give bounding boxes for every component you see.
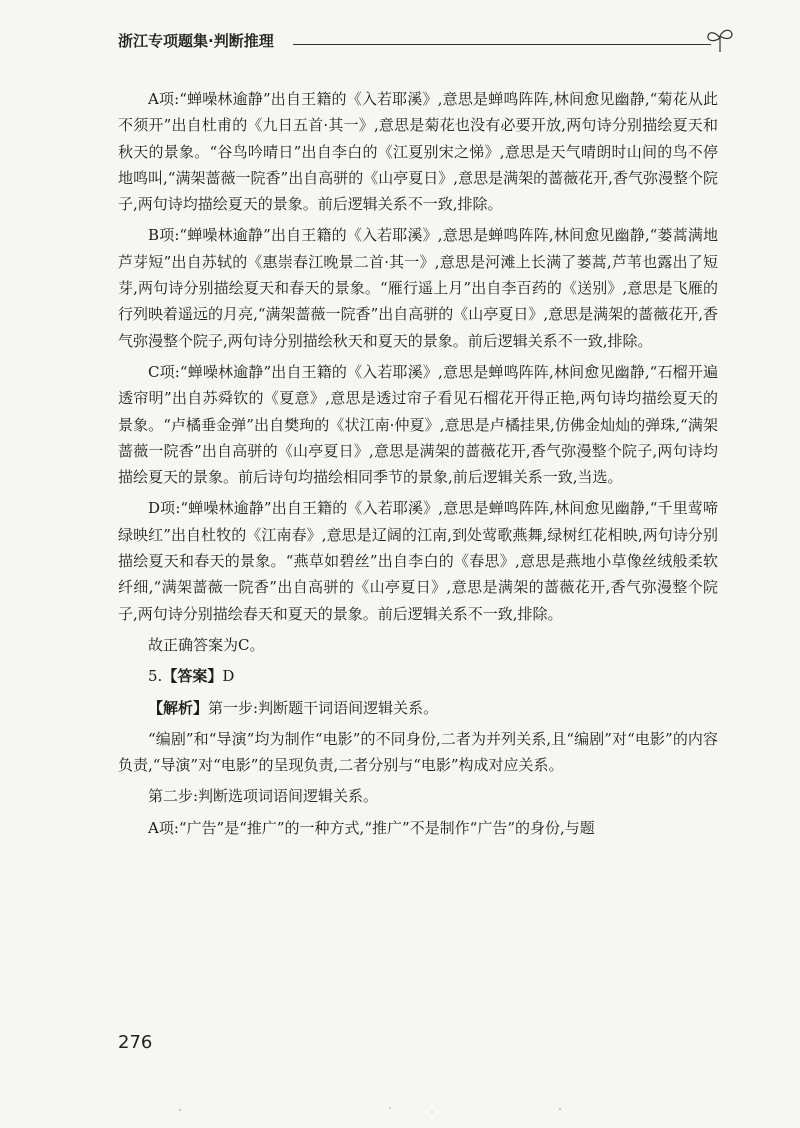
- sprout-icon: [704, 26, 736, 54]
- option-c-analysis: C项:“蝉噪林逾静”出自王籍的《入若耶溪》,意思是蝉鸣阵阵,林间愈见幽静,“石榴开遍透帘明”出自苏舜钦的《夏意》,意思是透过帘子看见石榴花开得正艳,两句诗均描绘夏天的景象。“卢橘垂金弹”出自樊珣的《状江南·仲夏》,意思是卢橘挂果,仿佛金灿灿的弹珠,“满架蔷薇一院香”出自高骈的《山亭夏日》,意思是满架的蔷薇花开,香气弥漫整个院子,两句诗均描绘夏天的景象。前后诗句均描绘相同季节的景象,前后逻辑关系一致,当选。: [118, 362, 718, 487]
- analysis-step-1: [118, 695, 718, 721]
- page-body: [118, 86, 718, 846]
- scan-artifacts: [0, 1100, 800, 1120]
- analysis-tag: 【解析】: [148, 698, 209, 717]
- option-b-analysis: B项:“蝉噪林逾静”出自王籍的《入若耶溪》,意思是蝉鸣阵阵,林间愈见幽静,“蒌蒿满地芦芽短”出自苏轼的《惠崇春江晚景二首·其一》,意思是河滩上长满了蒌蒿,芦苇也露出了短芽,两句诗分别描绘夏天和春天的景象。“雁行遥上月”出自李百药的《送别》,意思是飞雁的行列映着遥远的月亮,“满架蔷薇一院香”出自高骈的《山亭夏日》,意思是满架的蔷薇花开,香气弥漫整个院子,两句诗分别描绘秋天和夏天的景象。前后逻辑关系不一致,排除。: [118, 226, 718, 350]
- option-a-analysis: A项:“蝉噪林逾静”出自王籍的《入若耶溪》,意思是蝉鸣阵阵,林间愈见幽静,“菊花从此不须开”出自杜甫的《九日五首·其一》,意思是菊花也没有必要开放,两句诗分别描绘夏天和秋天的景象。“谷鸟吟晴日”出自李白的《江夏别宋之悌》,意思是天气晴朗时山间的鸟不停地鸣叫,“满架蔷薇一院香”出自高骈的《山亭夏日》,意思是满架的蔷薇花开,香气弥漫整个院子,两句诗均描绘夏天的景象。前后逻辑关系不一致,排除。: [118, 90, 718, 214]
- answer-value: D: [222, 667, 235, 686]
- stem-relation-analysis: “编剧”和“导演”均为制作“电影”的不同身份,二者为并列关系,且“编剧”对“电影”的内容负责,“导演”对“电影”的呈现负责,二者分别与“电影”构成对应关系。: [118, 729, 718, 775]
- answer-line: [118, 663, 718, 689]
- header-rule: [293, 44, 711, 45]
- answer-tag: 【答案】: [162, 667, 223, 686]
- analysis-step-2: 第二步:判断选项词语间逻辑关系。: [148, 787, 379, 806]
- question-number: 5.: [148, 667, 163, 686]
- conclusion: 故正确答案为C。: [148, 635, 265, 654]
- option-a-analysis-q5: A项:“广告”是“推广”的一种方式,“推广”不是制作“广告”的身份,与题: [148, 818, 595, 837]
- page-number: 276: [118, 1032, 153, 1053]
- header-title: 浙江专项题集·判断推理: [118, 32, 274, 50]
- option-d-analysis: D项:“蝉噪林逾静”出自王籍的《入若耶溪》,意思是蝉鸣阵阵,林间愈见幽静,“千里莺啼绿映红”出自杜牧的《江南春》,意思是辽阔的江南,到处莺歌燕舞,绿树红花相映,两句诗分别描绘夏天和春天的景象。“燕草如碧丝”出自李白的《春思》,意思是燕地小草像丝绒般柔软纤细,“满架蔷薇一院香”出自高骈的《山亭夏日》,意思是满架的蔷薇花开,香气弥漫整个院子,两句诗分别描绘春天和夏天的景象。前后逻辑关系不一致,排除。: [118, 499, 718, 623]
- running-header: [118, 28, 738, 58]
- step-1-text: 第一步:判断题干词语间逻辑关系。: [208, 698, 439, 717]
